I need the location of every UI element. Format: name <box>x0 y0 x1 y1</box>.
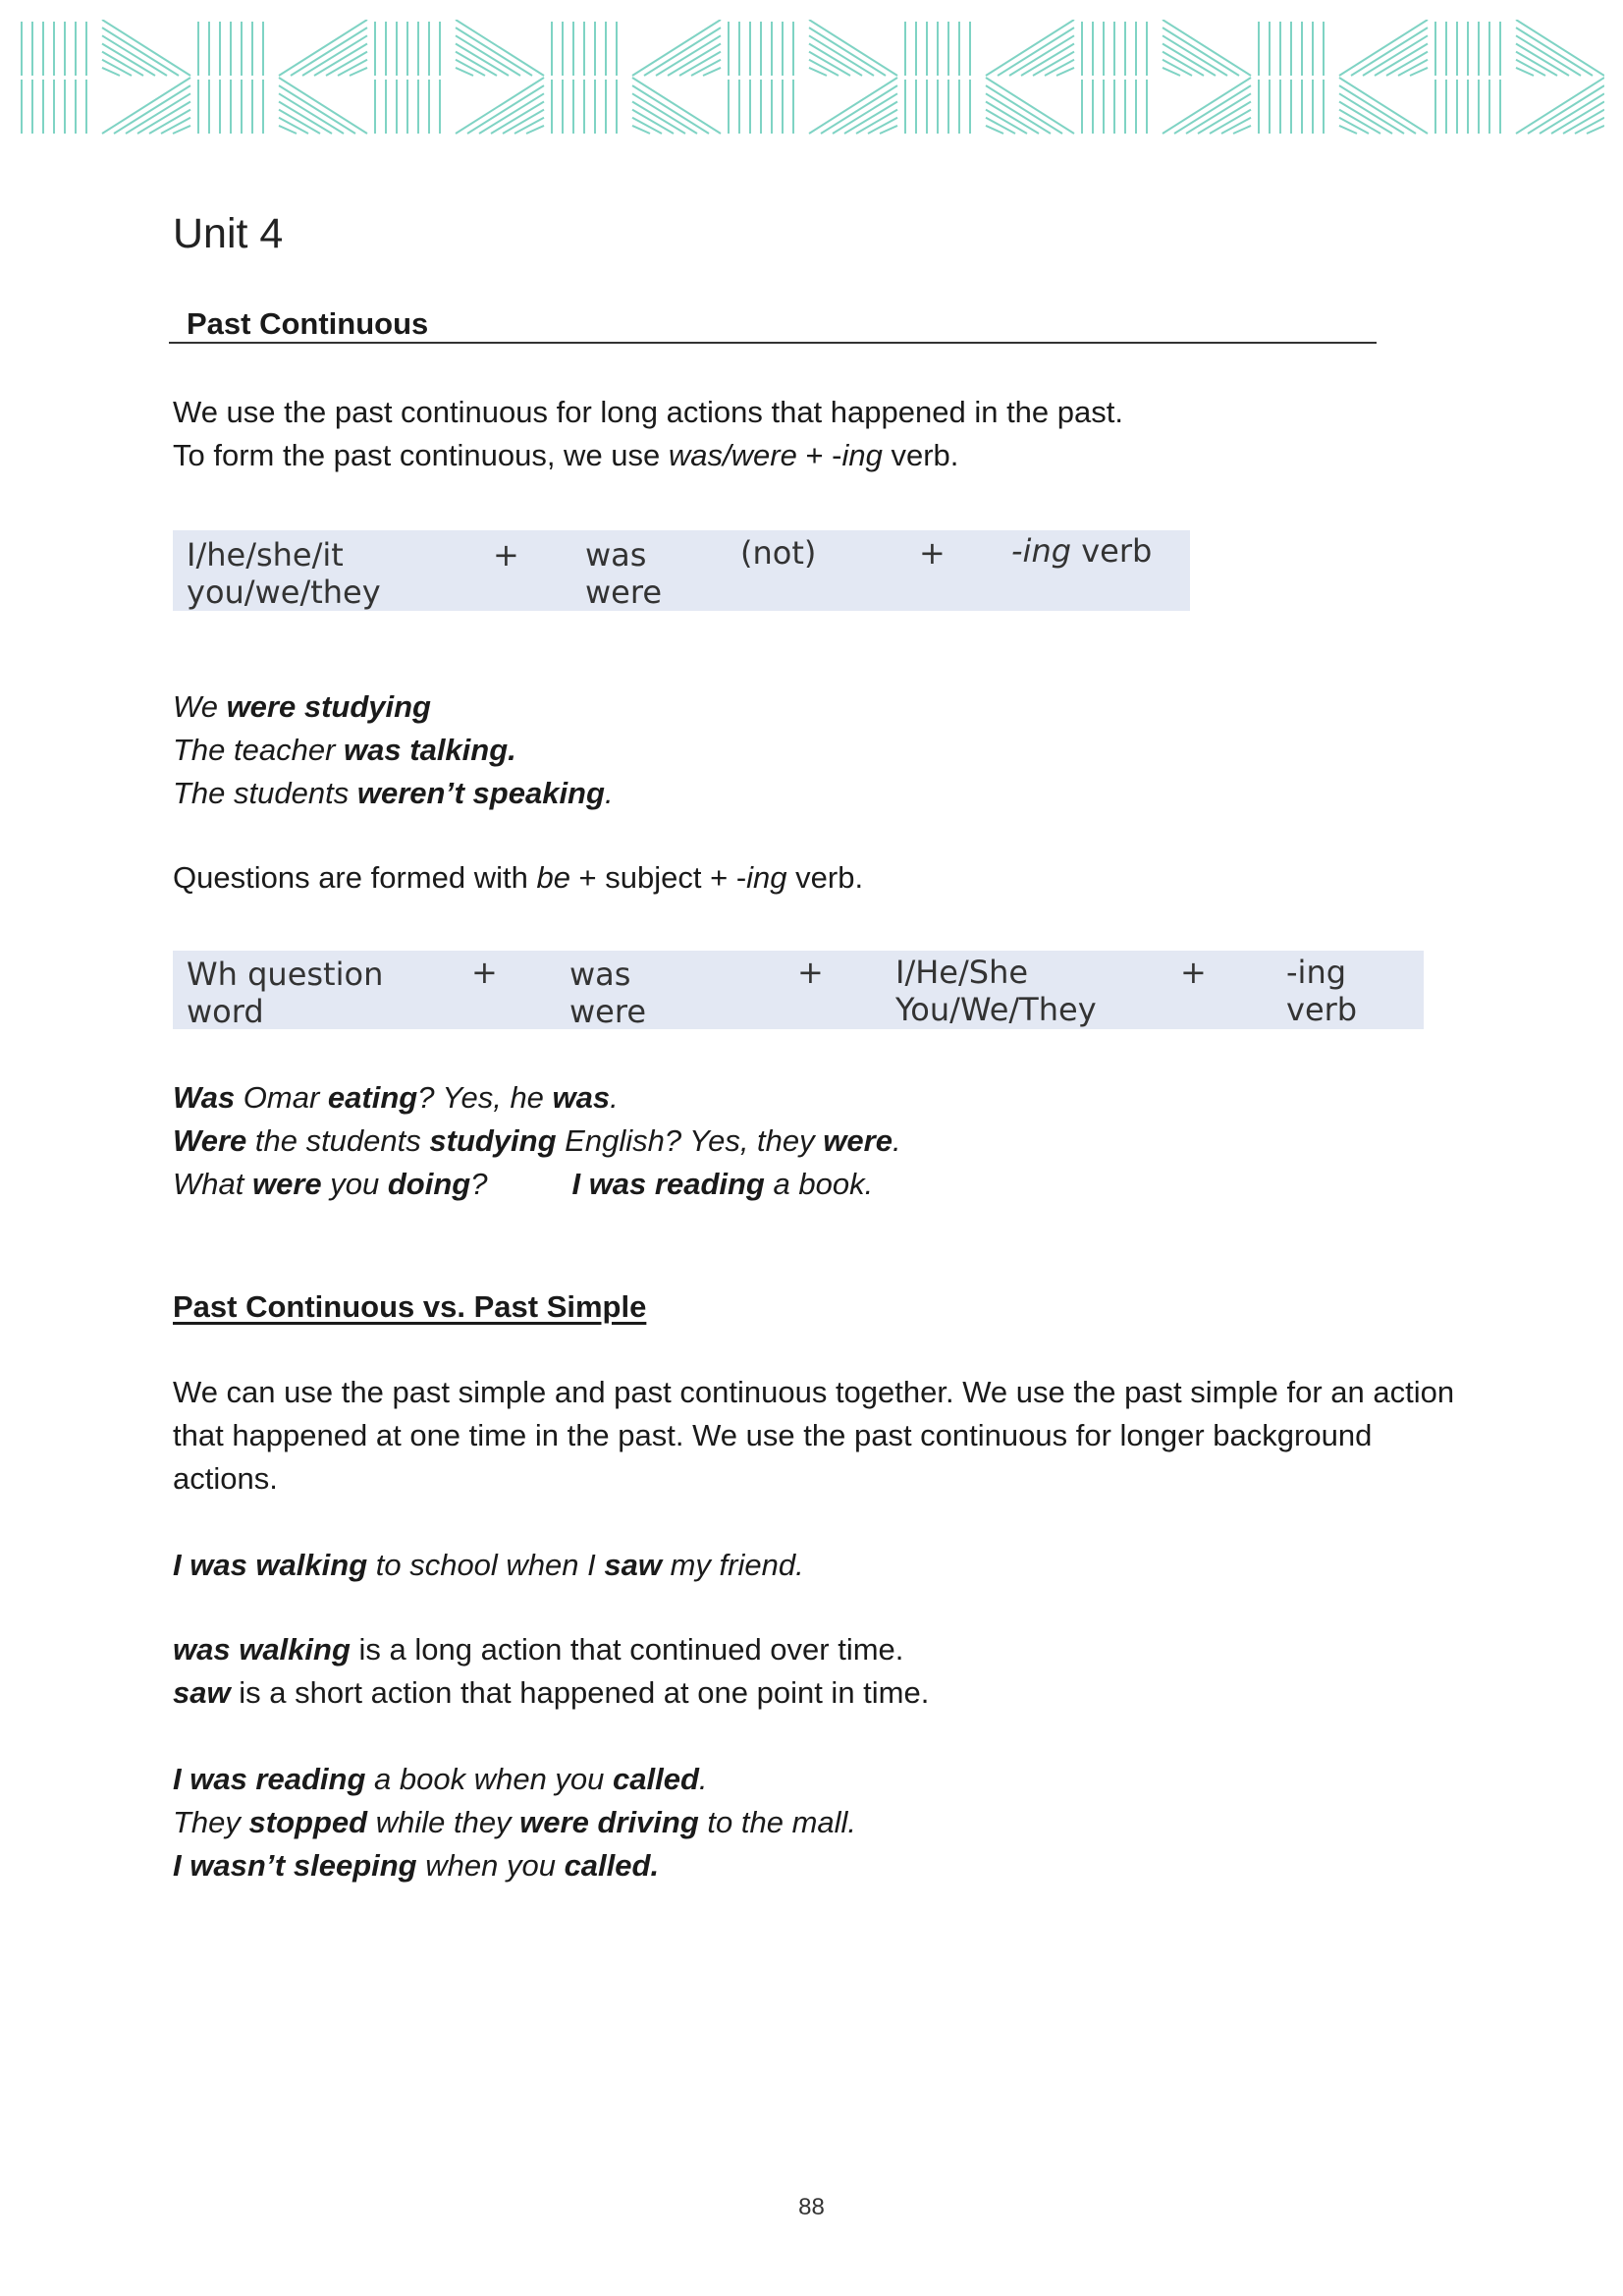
example-sentences-affirmative: We were studying The teacher was talking. The students weren’t speaking. <box>173 689 614 810</box>
heading-divider <box>169 342 1377 344</box>
formula-aux-were: were <box>569 993 646 1030</box>
section-heading-continuous-vs-simple: Past Continuous vs. Past Simple <box>173 1289 647 1324</box>
formula-wh-word: word <box>187 993 264 1030</box>
formula-table-questions <box>173 951 1424 1029</box>
formula-subject-singular: I/He/She <box>895 954 1029 991</box>
page-number: 88 <box>798 2194 825 2220</box>
questions-rule: Questions are formed with be + subject + -ing verb. <box>173 860 864 895</box>
comparison-paragraph: We can use the past simple and past continuous together. We use the past simple for an action that happened at one time in the past. We use the past continuous for longer background actions. <box>173 1375 1455 1496</box>
formula-aux-was: was <box>569 956 631 993</box>
formula-aux-were: were <box>585 574 662 611</box>
explanation-notes: was walking is a long action that continued over time. saw is a short action that happened at one point in time. <box>173 1632 930 1710</box>
formula-negative: (not) <box>740 534 817 572</box>
example-sentence-main: I was walking to school when I saw my friend. <box>173 1548 804 1582</box>
formula-verb: verb <box>1286 991 1358 1028</box>
formula-aux-was: was <box>585 536 647 574</box>
formula-plus: + <box>493 536 519 574</box>
formula-plus: + <box>919 534 946 572</box>
formula-wh-question: Wh question <box>187 956 384 993</box>
formula-plus: + <box>1180 954 1207 991</box>
formula-subject-plural: You/We/They <box>895 991 1097 1028</box>
formula-plus: + <box>797 954 824 991</box>
formula-verb: -ing verb <box>1011 532 1153 570</box>
formula-ing: -ing <box>1286 954 1347 991</box>
formula-plus: + <box>471 954 498 991</box>
intro-paragraph: We use the past continuous for long actions that happened in the past. To form the past continuous, we use was/were + -ing verb. <box>173 395 1123 472</box>
formula-table-past-continuous <box>173 530 1190 611</box>
formula-subject-singular: I/he/she/it <box>187 536 344 574</box>
example-questions: Was Omar eating? Yes, he was. Were the students studying English? Yes, they were. What were you doing? I was reading a book. <box>173 1080 901 1201</box>
example-sentences-mixed: I was reading a book when you called. They stopped while they were driving to the mall. I wasn’t sleeping when you called. <box>173 1762 857 1883</box>
unit-title: Unit 4 <box>173 210 284 257</box>
formula-subject-plural: you/we/they <box>187 574 381 611</box>
decorative-header-pattern <box>14 20 1604 136</box>
section-heading-past-continuous: Past Continuous <box>187 306 429 341</box>
